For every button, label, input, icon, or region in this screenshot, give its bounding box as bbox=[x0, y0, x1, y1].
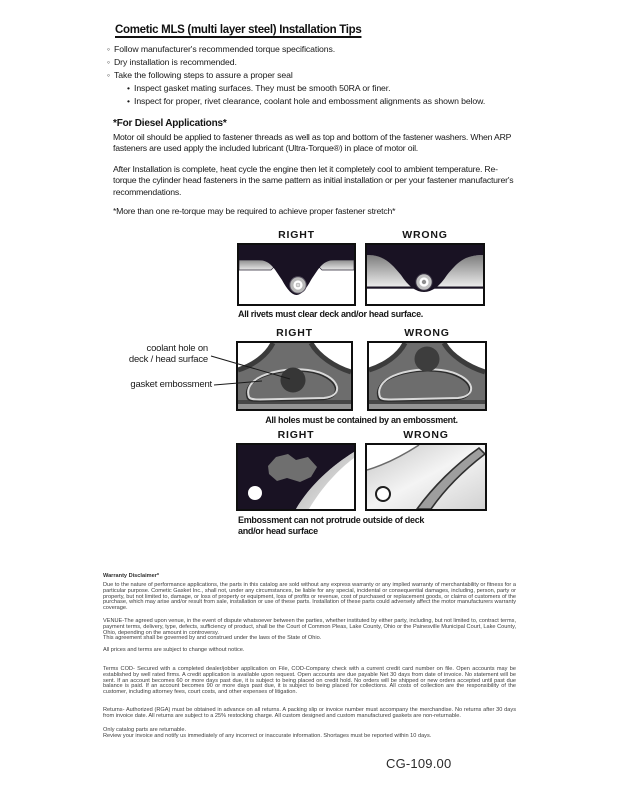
right-label: RIGHT bbox=[276, 327, 313, 339]
venue-paragraph: VENUE-The agreed upon venue, in the event of dispute whatsoever between the parties, whether instituted by either party, including, but not limited to, contract terms, payment terms, delivery, type, defects, sufficiency of product, shall be the Court of Common Pleas, Lake County, Ohio or the Painesville Municipal Court, Lake County, Ohio, depending on the amount in controversy. This agreement shall be governed by and construed under the laws of the State of Ohio. bbox=[103, 618, 516, 642]
diesel-paragraph-2: After Installation is complete, heat cycle the engine then let it completely cool to ambient temperature. Re-torque the cylinder head fasteners in the same pattern as initial installation or per your fastener manufacturer's recommendations. bbox=[113, 164, 514, 197]
bullet-text: Dry installation is recommended. bbox=[114, 57, 237, 67]
bullet-text: Follow manufacturer's recommended torque specifications. bbox=[114, 44, 336, 54]
gasket-embossment-annotation: gasket embossment bbox=[130, 379, 212, 390]
wrong-label: WRONG bbox=[402, 229, 448, 241]
embossment-wrong-illustration bbox=[367, 445, 485, 509]
bullet-icon: ◦ bbox=[107, 44, 110, 54]
coolant-hole-wrong-illustration bbox=[369, 343, 485, 409]
bolt-hole-icon bbox=[376, 487, 390, 501]
diagram-hole-right bbox=[236, 341, 353, 411]
right-label: RIGHT bbox=[278, 229, 315, 241]
bullet-text: Take the following steps to assure a proper seal bbox=[114, 70, 293, 80]
bullet-text: Inspect for proper, rivet clearance, coolant hole and embossment alignments as shown below. bbox=[134, 96, 486, 106]
list-item bbox=[107, 43, 485, 56]
page-title: Cometic MLS (multi layer steel) Installation Tips bbox=[115, 24, 362, 36]
doc-number: CG-109.00 bbox=[386, 756, 452, 771]
diagram-embossment-wrong bbox=[365, 443, 487, 511]
wrong-label: WRONG bbox=[403, 429, 449, 441]
rivet-caption: All rivets must clear deck and/or head surface. bbox=[238, 309, 423, 319]
terms-paragraph: Terms COD- Secured with a completed dealer/jobber application on File, COD-Company check with a current credit card number on file. Open accounts may be established by well rated firms. A credit application is available upon request. Open accounts are due payable Net 30 days from date of invoice. No statement will be sent. If an account becomes 60 or more days past due, it is subject to being placed on credit hold. No orders will be shipped or new orders accepted until past due balance is paid. If an account becomes 90 or more days past due, it is subject to being placed for collections. All costs of collection are the responsibility of the customer, including attorney fees, court costs, and other expenses of litigation. bbox=[103, 666, 516, 695]
list-item bbox=[127, 95, 485, 108]
warranty-paragraph: Due to the nature of performance applications, the parts in this catalog are sold without any express warranty or any implied warranty of merchantability or fitness for a particular purpose. Cometic Gasket Inc., shall not, under any circumstances, be liable for any special, incidental or consequential damages, including, person, party or property, but not limited to, damage, or loss of property or equipment, loss of profits or revenue, cost of purchased or replacement goods, or claims of customers of the purchase, which may arise and/or result from sale, installation or use of these parts. Installation of these parts could adversely affect the motor manufacturers warranty coverage. bbox=[103, 582, 516, 611]
coolant-hole-annotation: coolant hole on deck / head surface bbox=[128, 343, 208, 365]
coolant-hole-right-illustration bbox=[238, 343, 351, 409]
embossment-caption: Embossment can not protrude outside of deck and/or head surface bbox=[238, 515, 425, 536]
bullet-text: Inspect gasket mating surfaces. They must be smooth 50RA or finer. bbox=[134, 83, 391, 93]
list-item bbox=[127, 82, 485, 95]
list-item bbox=[107, 56, 485, 69]
bullet-list bbox=[107, 43, 485, 108]
embossment-right-illustration bbox=[238, 445, 354, 509]
list-item bbox=[107, 69, 485, 82]
bullet-icon: ◦ bbox=[107, 57, 110, 67]
warranty-heading: Warranty Disclaimer* bbox=[103, 573, 160, 579]
diagram-rivet-right bbox=[237, 243, 356, 306]
catalog-parts-paragraph: Only catalog parts are returnable. Review your invoice and notify us immediately of any incorrect or inaccurate information. Shortages must be reported within 10 days. bbox=[103, 727, 432, 739]
hole-caption: All holes must be contained by an embossment. bbox=[265, 415, 458, 425]
coolant-hole-icon bbox=[281, 368, 306, 393]
rivet-clearance-wrong-illustration bbox=[367, 245, 483, 304]
diagram-hole-wrong bbox=[367, 341, 487, 411]
rivet-clearance-right-illustration bbox=[239, 245, 354, 304]
prices-paragraph: All prices and terms are subject to change without notice. bbox=[103, 647, 245, 653]
sub-bullet-icon: • bbox=[127, 96, 130, 106]
wrong-label: WRONG bbox=[404, 327, 450, 339]
diesel-paragraph-1: Motor oil should be applied to fastener threads as well as top and bottom of the fastener washers. When ARP fasteners are used apply the included lubricant (Ultra-Torque®) in place of motor oil. bbox=[113, 132, 512, 154]
diesel-heading: *For Diesel Applications* bbox=[113, 118, 227, 129]
sub-bullet-icon: • bbox=[127, 83, 130, 93]
diagram-embossment-right bbox=[236, 443, 356, 511]
bolt-hole-icon bbox=[248, 486, 262, 500]
bullet-icon: ◦ bbox=[107, 70, 110, 80]
right-label: RIGHT bbox=[277, 429, 315, 441]
diagram-rivet-wrong bbox=[365, 243, 485, 306]
retorque-note: *More than one re-torque may be required to achieve proper fastener stretch* bbox=[113, 206, 396, 216]
coolant-hole-icon bbox=[415, 347, 440, 372]
returns-paragraph: Returns- Authorized (RGA) must be obtained in advance on all returns. A packing slip or invoice number must accompany the merchandise. No returns after 30 days from invoice date. All returns are subject to a 25% restocking charge. All custom designed and custom manufactured gaskets are non-returnable. bbox=[103, 707, 516, 719]
